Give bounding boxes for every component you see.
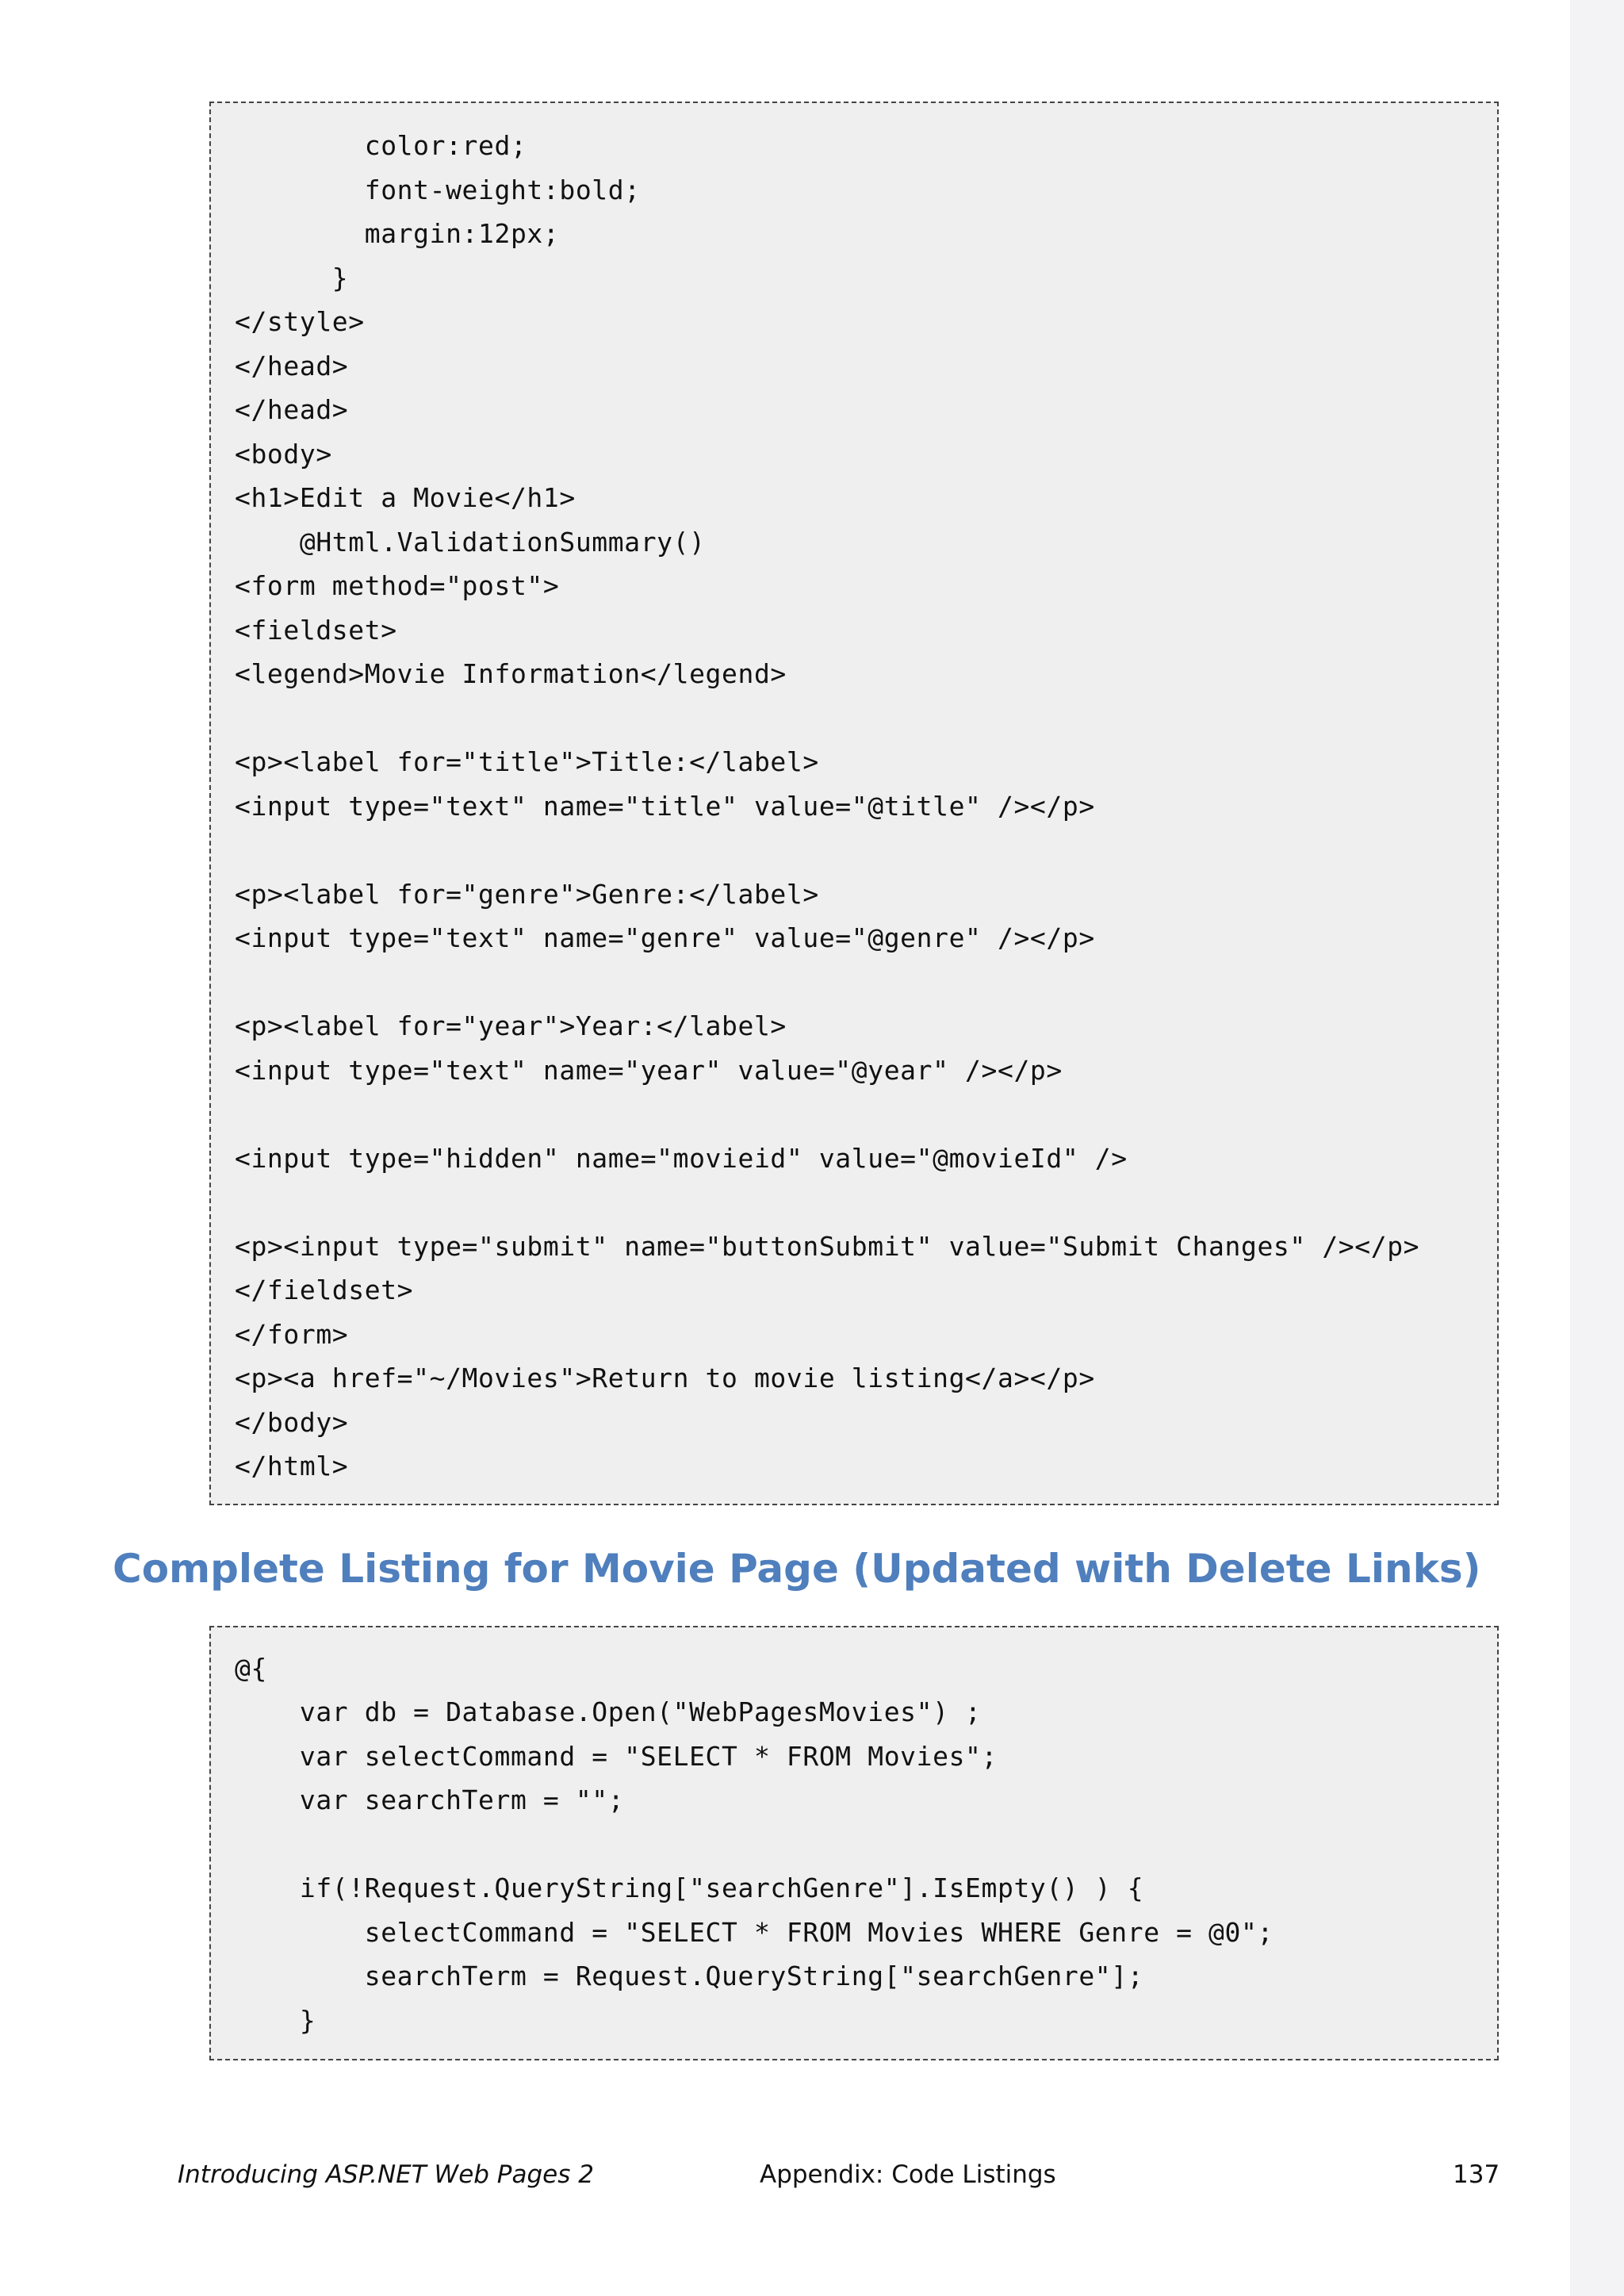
code-line: </style>	[235, 306, 365, 337]
code-line: </body>	[235, 1407, 349, 1438]
footer-section-name: Appendix: Code Listings	[760, 2160, 1056, 2189]
code-line: <p><a href="~/Movies">Return to movie listing</a></p>	[235, 1363, 1095, 1393]
code-line: <body>	[235, 439, 332, 470]
page-edge-shading	[1570, 0, 1624, 2296]
code-line: @Html.ValidationSummary()	[235, 527, 706, 558]
code-line: }	[235, 2005, 316, 2036]
footer-book-title: Introducing ASP.NET Web Pages 2	[178, 2160, 594, 2189]
code-line: </fieldset>	[235, 1274, 414, 1305]
code-line: var searchTerm = "";	[235, 1784, 625, 1815]
code-line: <p><label for="year">Year:</label>	[235, 1010, 787, 1041]
code-line: <input type="hidden" name="movieid" value="@movieId" />	[235, 1143, 1128, 1174]
code-line: }	[235, 263, 349, 293]
code-line: <p><label for="title">Title:</label>	[235, 746, 819, 777]
code-line: <p><label for="genre">Genre:</label>	[235, 879, 819, 910]
code-listing-box	[209, 1626, 1499, 2060]
code-listing-box	[209, 102, 1499, 1505]
code-line: @{	[235, 1653, 267, 1684]
code-line: </html>	[235, 1451, 349, 1481]
section-heading: Complete Listing for Movie Page (Updated with Delete Links)	[113, 1546, 1481, 1592]
code-line: </head>	[235, 394, 349, 425]
code-line: <legend>Movie Information</legend>	[235, 658, 787, 689]
code-line: color:red;	[235, 130, 527, 161]
code-line: <input type="text" name="genre" value="@genre" /></p>	[235, 922, 1095, 953]
code-line: var selectCommand = "SELECT * FROM Movies";	[235, 1741, 998, 1772]
code-line: <input type="text" name="title" value="@title" /></p>	[235, 791, 1095, 822]
code-line: <form method="post">	[235, 570, 560, 601]
code-line: margin:12px;	[235, 218, 560, 249]
code-line: <fieldset>	[235, 615, 397, 646]
code-line: selectCommand = "SELECT * FROM Movies WHERE Genre = @0";	[235, 1917, 1274, 1948]
code-line: <h1>Edit a Movie</h1>	[235, 482, 576, 513]
code-line: <p><input type="submit" name="buttonSubmit" value="Submit Changes" /></p>	[235, 1231, 1420, 1262]
footer-page-number: 137	[1453, 2160, 1500, 2189]
code-line: if(!Request.QueryString["searchGenre"].IsEmpty() ) {	[235, 1872, 1144, 1903]
code-line: font-weight:bold;	[235, 174, 641, 205]
code-line: <input type="text" name="year" value="@year" /></p>	[235, 1055, 1063, 1086]
code-line: </head>	[235, 351, 349, 381]
code-line: </form>	[235, 1319, 349, 1350]
code-line: var db = Database.Open("WebPagesMovies") ;	[235, 1696, 982, 1727]
code-line: searchTerm = Request.QueryString["searchGenre"];	[235, 1961, 1144, 1991]
